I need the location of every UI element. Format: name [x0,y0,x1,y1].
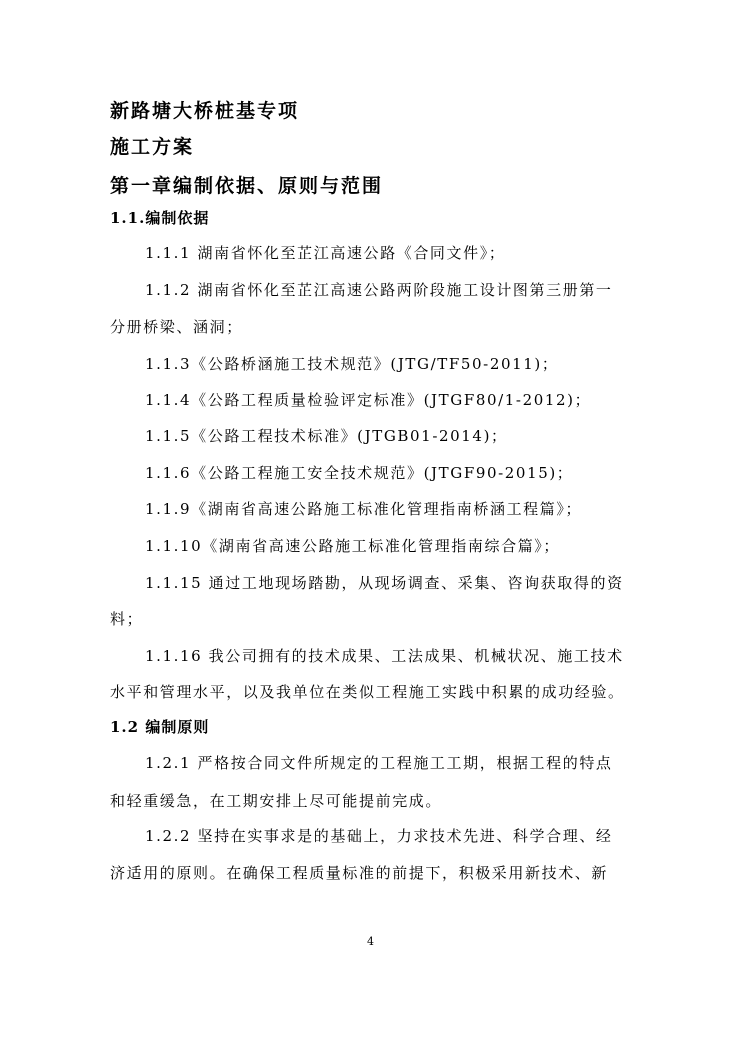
paragraph-line: 1.2.1 严格按合同文件所规定的工程施工工期，根据工程的特点 [145,754,613,772]
title-line-1: 新路塘大桥桩基专项 [110,100,300,122]
paragraph-line: 1.1.16 我公司拥有的技术成果、工法成果、机械状况、施工技术 [145,647,624,665]
section-heading: 1.1.编制依据 [110,209,210,227]
paragraph-line: 1.1.1 湖南省怀化至芷江高速公路《合同文件》； [145,244,506,262]
paragraph-line: 分册桥梁、涵洞； [110,318,243,336]
paragraph-line: 1.1.2 湖南省怀化至芷江高速公路两阶段施工设计图第三册第一 [145,281,613,299]
paragraph-line: 1.2.2 坚持在实事求是的基础上，力求技术先进、科学合理、经 [145,827,613,845]
chapter-title: 第一章编制依据、原则与范围 [110,175,384,197]
page-number: 4 [367,935,374,948]
title-line-2: 施工方案 [110,136,195,158]
paragraph-line: 和轻重缓急，在工期安排上尽可能提前完成。 [110,792,443,810]
paragraph-line: 1.1.5《公路工程技术标准》(JTGB01-2014)； [145,427,508,445]
paragraph-line: 1.1.4《公路工程质量检验评定标准》(JTGF80/1-2012)； [145,391,592,409]
paragraph-line: 1.1.15 通过工地现场踏勘，从现场调查、采集、咨询获取得的资 [145,574,624,592]
section-heading: 1.2 编制原则 [110,718,210,736]
paragraph-line: 水平和管理水平，以及我单位在类似工程施工实践中积累的成功经验。 [110,683,625,701]
paragraph-line: 济适用的原则。在确保工程质量标准的前提下，积极采用新技术、新 [110,864,609,882]
paragraph-line: 1.1.10《湖南省高速公路施工标准化管理指南综合篇》； [145,537,561,555]
paragraph-line: 1.1.9《湖南省高速公路施工标准化管理指南桥涵工程篇》； [145,500,583,518]
paragraph-line: 1.1.3《公路桥涵施工技术规范》(JTG/TF50-2011)； [145,355,559,373]
paragraph-line: 料； [110,610,144,628]
paragraph-line: 1.1.6《公路工程施工安全技术规范》(JTGF90-2015)； [145,464,574,482]
